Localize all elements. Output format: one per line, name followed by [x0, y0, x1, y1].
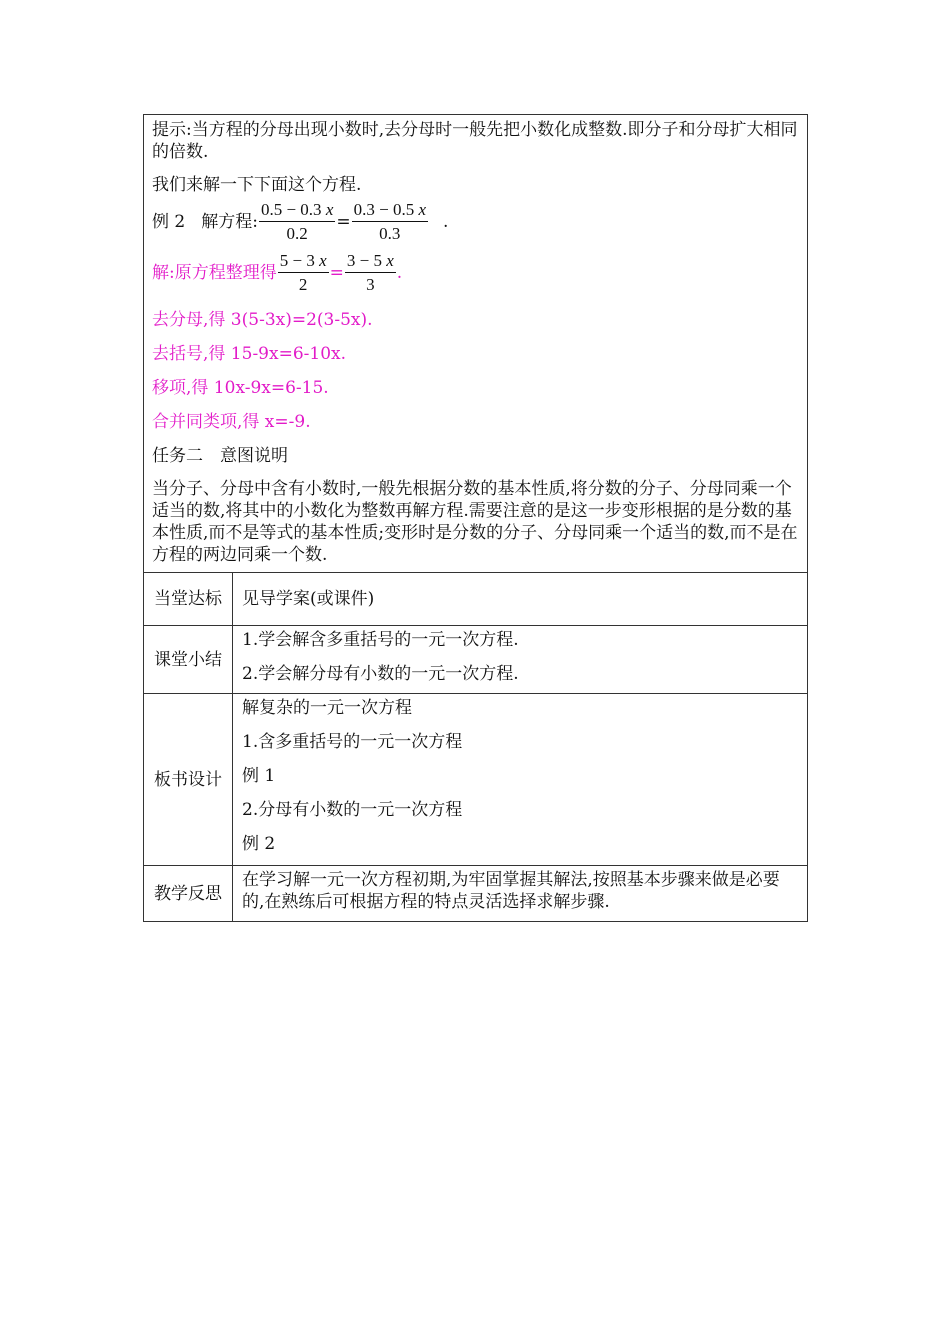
row-line: 2.学会解分母有小数的一元一次方程. — [242, 664, 519, 684]
solution-step: 移项,得 10x-9x=6-15. — [152, 378, 329, 398]
row-line: 解复杂的一元一次方程 — [242, 698, 412, 718]
row-content — [233, 626, 808, 694]
row-line: 1.含多重括号的一元一次方程 — [242, 732, 463, 752]
solution-step: 合并同类项,得 x=-9. — [152, 412, 311, 432]
example2-solve-label: 解方程: — [201, 212, 258, 232]
var-x: x — [386, 251, 394, 270]
row-label: 教学反思 — [144, 866, 233, 922]
table-row — [144, 694, 808, 866]
example2-lhs-fraction — [259, 200, 335, 244]
row-line: 例 2 — [242, 834, 276, 854]
solution-period: . — [396, 263, 403, 283]
lead-text: 我们来解一下下面这个方程. — [152, 175, 362, 195]
solution-lhs-numerator: 5 − 3 — [279, 251, 315, 270]
task2-title: 任务二 意图说明 — [152, 446, 288, 466]
procedure-row — [144, 115, 808, 573]
solution-rhs-denominator: 3 — [366, 275, 375, 294]
hint-text: 提示:当方程的分母出现小数时,去分母时一般先把小数化成整数.即分子和分母扩大相同的倍数. — [152, 120, 798, 162]
var-x: x — [418, 200, 426, 219]
example2-rhs-numerator: 0.3 − 0.5 — [353, 200, 415, 219]
solution-rhs-fraction — [345, 251, 396, 295]
solution-lhs-denominator: 2 — [298, 275, 308, 294]
example2-equation — [152, 196, 799, 248]
row-line: 在学习解一元一次方程初期,为牢固掌握其解法,按照基本步骤来做是必要的,在熟练后可根据方程的特点灵活选择求解步骤. — [242, 870, 780, 912]
row-label: 课堂小结 — [144, 626, 233, 694]
var-x: x — [325, 200, 334, 219]
task2-body: 当分子、分母中含有小数时,一般先根据分数的基本性质,将分数的分子、分母同乘一个适当的数,将其中的小数化为整数再解方程.需要注意的是这一步变形根据的是分数的基本性质,而不是等式的基本性质;变形时是分数的分子、分母同乘一个适当的数,而不是在方程的两边同乘一个数. — [152, 479, 798, 565]
row-content — [233, 694, 808, 866]
table-row — [144, 866, 808, 922]
solution-equals: = — [329, 263, 344, 283]
row-line: 例 1 — [242, 766, 276, 786]
row-content — [233, 573, 808, 626]
table-row — [144, 573, 808, 626]
solution-lhs-fraction — [278, 251, 329, 295]
lesson-table — [143, 114, 808, 922]
example2-equals: = — [336, 212, 351, 232]
procedure-cell — [144, 115, 808, 573]
table-row — [144, 626, 808, 694]
row-content — [233, 866, 808, 922]
solution-step: 去括号,得 15-9x=6-10x. — [152, 344, 347, 364]
lesson-page — [143, 114, 807, 922]
row-label: 当堂达标 — [144, 573, 233, 626]
example2-rhs-fraction — [352, 200, 428, 244]
solution-equation — [152, 248, 799, 298]
var-x: x — [319, 251, 327, 270]
row-line: 2.分母有小数的一元一次方程 — [242, 800, 463, 820]
solution-prefix: 解:原方程整理得 — [152, 263, 277, 283]
example2-period: . — [443, 212, 449, 232]
example2-lhs-numerator: 0.5 − 0.3 — [260, 200, 322, 219]
row-line: 见导学案(或课件) — [242, 588, 375, 609]
solution-step: 去分母,得 3(5-3x)=2(3-5x). — [152, 310, 373, 330]
row-line: 1.学会解含多重括号的一元一次方程. — [242, 630, 519, 650]
row-label: 板书设计 — [144, 694, 233, 866]
solution-rhs-numerator: 3 − 5 — [346, 251, 382, 270]
example2-label: 例 2 — [152, 212, 186, 232]
example2-rhs-denominator: 0.3 — [379, 224, 401, 243]
example2-lhs-denominator: 0.2 — [286, 224, 308, 243]
